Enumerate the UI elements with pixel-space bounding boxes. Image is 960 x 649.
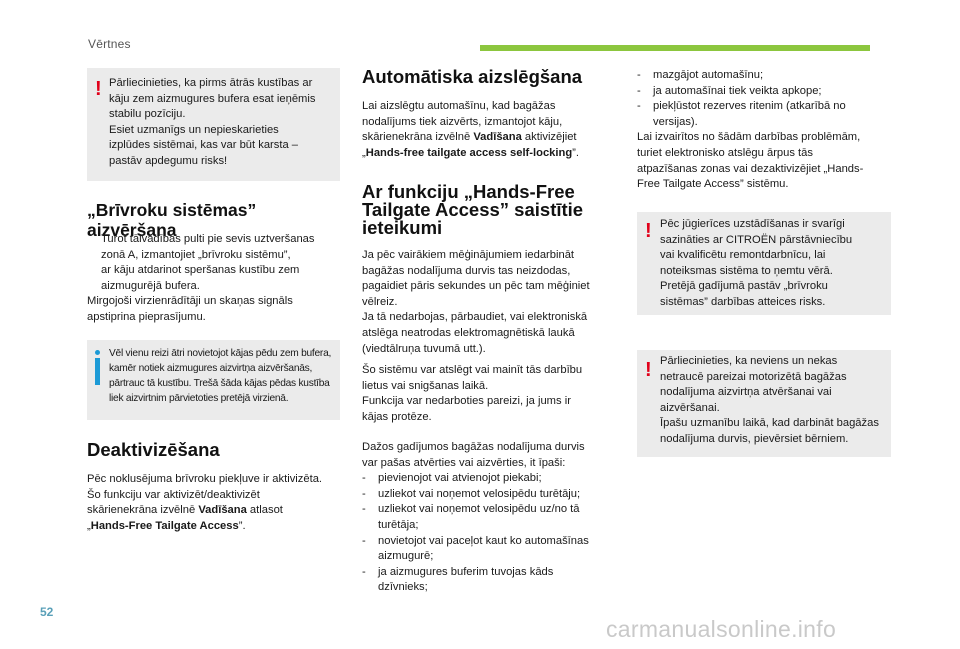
text-line: netraucē pareizai motorizētā bagāžas <box>660 370 847 383</box>
text-line: atslēga neatrodas elektromagnētiskā laukā <box>362 326 575 339</box>
heading-line: Ar funkciju „Hands-Free <box>362 181 575 202</box>
text-line: dzīvnieks; <box>378 581 428 594</box>
text-line: noteiksmas sistēma to ņemtu vērā. <box>660 264 833 277</box>
setting-name: Hands-Free Tailgate Access <box>90 519 239 532</box>
text-line: Ja pēc vairākiem mēģinājumiem iedarbināt <box>362 249 575 261</box>
list-item: - ja automašīnai tiek veikta apkope; <box>637 84 897 100</box>
text-line: novietojot vai paceļot kaut ko automašīnas <box>378 534 589 547</box>
text-line: Pārliecinieties, ka pirms ātrās kustības ar <box>109 77 313 89</box>
warning-text-1 <box>109 76 339 170</box>
text-line: Pēc jūgierīces uzstādīšanas ir svarīgi <box>660 218 845 230</box>
text-line: Pēc noklusējuma brīvroku piekļuve ir aktivizēta. <box>87 473 323 485</box>
warning-icon: ! <box>645 220 652 242</box>
text-line: Pretējā gadījumā pastāv „brīvroku <box>660 280 828 293</box>
warning-text-2 <box>660 217 890 311</box>
heading-advice <box>362 183 624 237</box>
text-line: Funkcija var nedarboties pareizi, ja jums ir <box>362 395 571 408</box>
text-line: aizmugurē; <box>378 550 434 563</box>
arrow-bullet-icon <box>87 232 101 294</box>
menu-name: Vadīšana <box>198 504 247 517</box>
chapter-title: Vērtnes <box>88 37 131 51</box>
text-fragment: atlasot <box>246 504 283 517</box>
info-text <box>109 346 339 406</box>
warning-icon: ! <box>645 359 652 381</box>
heading-deactivation: Deaktivizēšana <box>87 439 220 460</box>
text-line: Īpašu uzmanību laikā, kad darbināt bagāžas <box>660 417 879 430</box>
text-line: nodalījuma aizvirtņa atvēršanai vai <box>660 386 832 399</box>
text-line: ar kāju atdarinot speršanas kustību zem <box>101 264 300 277</box>
text-line: Ja tā nedarbojas, pārbaudiet, vai elektroniskā <box>362 311 588 324</box>
text-line: turētāja; <box>378 518 419 531</box>
list-item: - uzliekot vai noņemot velosipēdu uz/no tā turētāja; <box>362 502 632 533</box>
text-line: nodalījuma durvis, pievērsiet bērniem. <box>660 432 849 445</box>
warning-icon: ! <box>95 78 102 100</box>
text-fragment: skārienekrāna izvēlnē <box>362 131 474 144</box>
text-line: zonā A, izmantojiet „brīvroku sistēmu”, <box>101 248 291 261</box>
deactivation-text <box>87 472 349 534</box>
heading-line: ieteikumi <box>362 217 443 238</box>
text-line: stabilu pozīciju. <box>109 108 186 121</box>
text-line: vēlreiz. <box>362 295 398 308</box>
list-item: - mazgājot automašīnu; <box>637 68 897 84</box>
text-line <box>362 130 624 146</box>
page-number: 52 <box>40 605 54 619</box>
text-line: Šo sistēmu var atslēgt vai mainīt tās darbību <box>362 364 583 376</box>
text-line <box>87 503 349 519</box>
text-line: aizvēršanai. <box>660 401 720 414</box>
text-line: Vēl vienu reizi ātri novietojot kājas pēdu zem bufera, <box>109 348 332 359</box>
text-line: pastāv apdegumu risks! <box>109 154 228 167</box>
text-line: versijas). <box>653 115 698 128</box>
text-line: Šo funkciju var aktivizēt/deaktivizēt <box>87 488 260 501</box>
text-line: kājas protēze. <box>362 410 432 423</box>
text-line: pievienojot vai atvienojot piekabi; <box>378 472 542 485</box>
text-line: turiet elektronisko atslēgu ārpus tās <box>637 146 813 159</box>
heading-auto-lock: Automātiska aizslēgšana <box>362 66 583 87</box>
setting-name: Hands-free tailgate access self-locking <box>365 146 573 159</box>
text-line: Lai izvairītos no šādām darbības problēmām, <box>637 131 861 144</box>
text-line: (viedtālruņa tuvumā utt.). <box>362 342 486 355</box>
chapter-accent-bar <box>480 45 870 51</box>
text-line: pārtrauc tā kustību. Trešā šāda kājas pēdas kustība <box>109 378 330 389</box>
text-line: Pārliecinieties, ka neviens un nekas <box>660 355 838 367</box>
text-fragment: „ <box>87 519 91 532</box>
bullet-item <box>87 232 347 294</box>
heading-freehand-close: „Brīvroku sistēmas” aizvēršana <box>87 200 257 240</box>
closing-instructions <box>87 232 347 326</box>
list-item: - novietojot vai paceļot kaut ko automašīnas aizmugurē; <box>362 534 632 565</box>
text-line: lietus vai snigšanas laikā. <box>362 379 489 392</box>
list-item: - piekļūstot rezerves ritenim (atkarībā no versijas). <box>637 99 897 130</box>
list-item: - pievienojot vai atvienojot piekabi; <box>362 471 632 487</box>
text-fragment: ”. <box>238 519 246 532</box>
menu-name: Vadīšana <box>473 131 522 144</box>
column3-list <box>637 68 897 193</box>
text-line: vai kvalificētu remontdarbnīcu, lai <box>660 249 826 262</box>
text-line: mazgājot automašīnu; <box>653 69 764 81</box>
text-line: var pašas atvērties vai aizvērties, it īpaši: <box>362 456 566 469</box>
text-line: Esiet uzmanīgs un nepieskarieties <box>109 123 279 136</box>
text-line: atpazīšanas zonas vai dezaktivizējiet „Hands- <box>637 162 864 175</box>
heading-line: Tailgate Access” saistītie <box>362 199 584 220</box>
text-line: ja aizmugures buferim tuvojas kāds <box>378 565 554 578</box>
text-line: apstiprina pieprasījumu. <box>87 310 206 323</box>
text-line <box>362 146 624 162</box>
text-fragment: „ <box>362 146 366 159</box>
text-line: uzliekot vai noņemot velosipēdu turētāju; <box>378 487 581 500</box>
advice-paragraph-3 <box>362 440 632 596</box>
text-fragment: skārienekrāna izvēlnē <box>87 504 199 517</box>
text-line: sazināties ar CITROËN pārstāvniecību <box>660 233 853 246</box>
text-line: sistēmas” darbības atteices risks. <box>660 295 826 308</box>
text-line: Mirgojoši virzienrādītāji un skaņas signāls <box>87 295 293 308</box>
warning-text-3 <box>660 354 892 448</box>
text-line: aizmugurējā bufera. <box>101 279 200 292</box>
text-line: kāju zem aizmugures bufera esat ieņēmis <box>109 92 316 105</box>
text-line: ja automašīnai tiek veikta apkope; <box>653 84 822 97</box>
text-line <box>87 519 349 535</box>
info-icon <box>92 350 104 386</box>
text-line: Lai aizslēgtu automašīnu, kad bagāžas <box>362 100 556 112</box>
advice-paragraph-1 <box>362 248 632 357</box>
advice-paragraph-2 <box>362 363 632 425</box>
watermark: carmanualsonline.info <box>606 616 837 642</box>
text-line: Dažos gadījumos bagāžas nodalījuma durvis <box>362 441 585 453</box>
auto-lock-text <box>362 99 624 161</box>
text-line: bagāžas nodalījuma durvis tas neizdodas, <box>362 264 571 277</box>
text-fragment: aktivizējiet <box>521 131 577 144</box>
text-line: izplūdes sistēmai, kas var būt karsta – <box>109 139 299 152</box>
text-line: Free Tailgate Access” sistēmu. <box>637 178 789 191</box>
text-line: pagaidiet pāris sekundes un pēc tam mēģiniet <box>362 280 590 293</box>
text-line: Turot tālvadības pulti pie sevis uztveršanas <box>101 233 315 245</box>
text-line: piekļūstot rezerves ritenim (atkarībā no <box>653 100 846 113</box>
text-line: nodalījums tiek aizvērts, izmantojot kāju, <box>362 115 563 128</box>
text-line: liek aizvirtnim pārvietoties pretējā virzienā. <box>109 393 289 404</box>
text-line: uzliekot vai noņemot velosipēdu uz/no tā <box>378 503 580 516</box>
list-item: - uzliekot vai noņemot velosipēdu turētāju; <box>362 487 632 503</box>
text-line: kamēr notiek aizmugures aizvirtņa aizvēršanās, <box>109 363 313 374</box>
list-item: - ja aizmugures buferim tuvojas kāds dzīvnieks; <box>362 565 632 596</box>
text-fragment: ”. <box>572 146 580 159</box>
